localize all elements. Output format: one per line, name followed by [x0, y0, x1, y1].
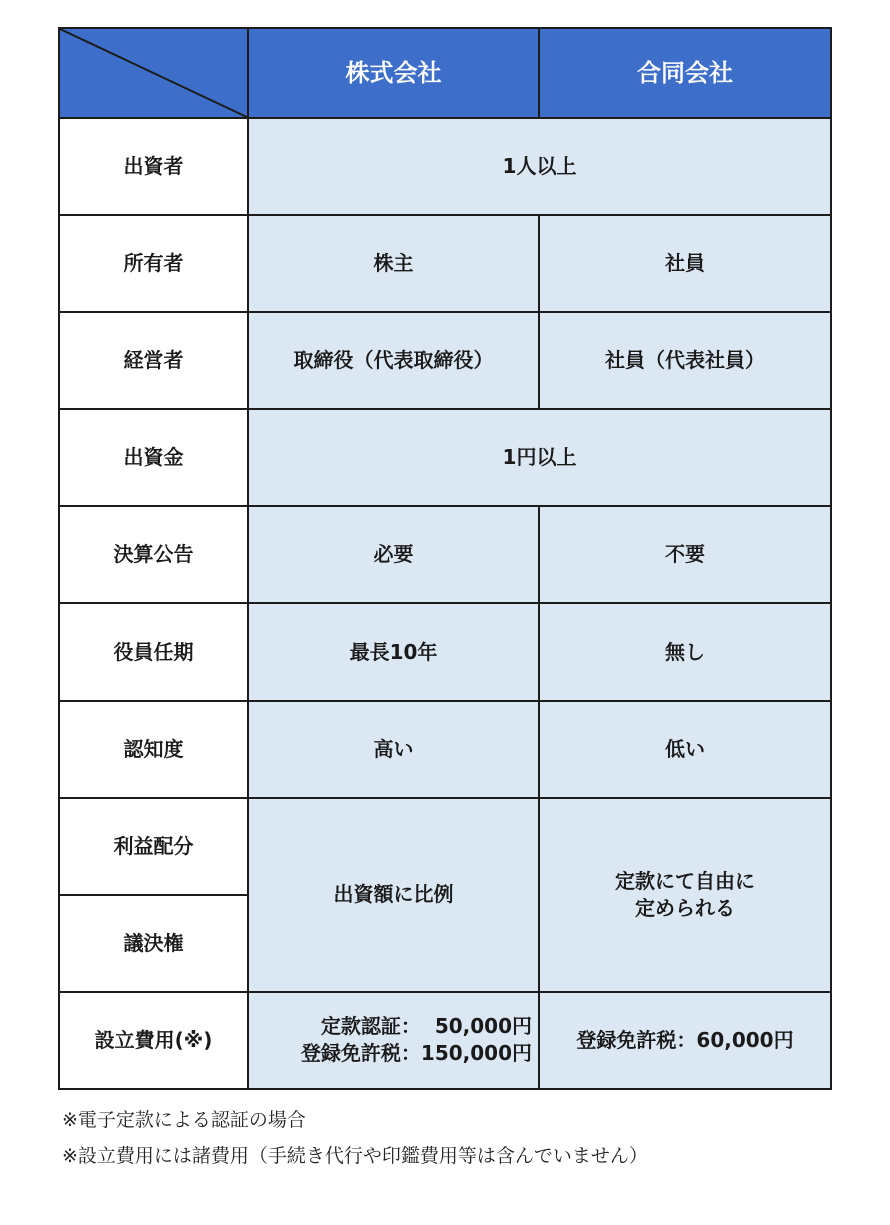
label-investor: 出資者 [59, 118, 248, 215]
value-manager-godo: 社員（代表社員） [539, 312, 831, 409]
footnotes [62, 1102, 648, 1174]
value-recognition-kabushiki: 高い [248, 701, 539, 798]
label-term: 役員任期 [59, 603, 248, 700]
value-capital: 1円以上 [248, 409, 831, 506]
value-cost-godo: 登録免許税：60,000円 [539, 992, 831, 1089]
label-cost: 設立費用(※) [59, 992, 248, 1089]
footnote-2: ※設立費用には諸費用（手続き代行や印鑑費用等は含んでいません） [62, 1145, 648, 1167]
label-recognition: 認知度 [59, 701, 248, 798]
row-cost [59, 992, 831, 1089]
godo-profit-line1: 定款にて自由に [615, 868, 755, 893]
header-row [59, 28, 831, 118]
row-manager [59, 312, 831, 409]
corner-cell [59, 28, 248, 118]
label-manager: 経営者 [59, 312, 248, 409]
value-settlement-godo: 不要 [539, 506, 831, 603]
value-settlement-kabushiki: 必要 [248, 506, 539, 603]
cost-kabushiki-line2: 登録免許税：150,000円 [300, 1041, 532, 1066]
comparison-table [58, 27, 832, 1090]
header-kabushiki: 株式会社 [248, 28, 539, 118]
label-settlement: 決算公告 [59, 506, 248, 603]
value-recognition-godo: 低い [539, 701, 831, 798]
row-profit [59, 798, 831, 895]
godo-profit-line2: 定められる [635, 895, 735, 920]
value-term-godo: 無し [539, 603, 831, 700]
value-term-kabushiki: 最長10年 [248, 603, 539, 700]
value-owner-godo: 社員 [539, 215, 831, 312]
value-profit-voting-godo [539, 798, 831, 992]
diagonal-line-icon [60, 29, 247, 117]
value-manager-kabushiki: 取締役（代表取締役） [248, 312, 539, 409]
label-owner: 所有者 [59, 215, 248, 312]
value-cost-kabushiki [248, 992, 539, 1089]
row-settlement [59, 506, 831, 603]
value-profit-voting-kabushiki: 出資額に比例 [248, 798, 539, 992]
row-owner [59, 215, 831, 312]
footnote-1: ※電子定款による認証の場合 [62, 1109, 306, 1131]
label-profit: 利益配分 [59, 798, 248, 895]
value-investor: 1人以上 [248, 118, 831, 215]
label-voting: 議決権 [59, 895, 248, 992]
row-term [59, 603, 831, 700]
row-recognition [59, 701, 831, 798]
cost-kabushiki-line1: 定款認証： 50,000円 [320, 1014, 532, 1039]
label-capital: 出資金 [59, 409, 248, 506]
value-owner-kabushiki: 株主 [248, 215, 539, 312]
header-godo: 合同会社 [539, 28, 831, 118]
row-capital [59, 409, 831, 506]
row-investor [59, 118, 831, 215]
